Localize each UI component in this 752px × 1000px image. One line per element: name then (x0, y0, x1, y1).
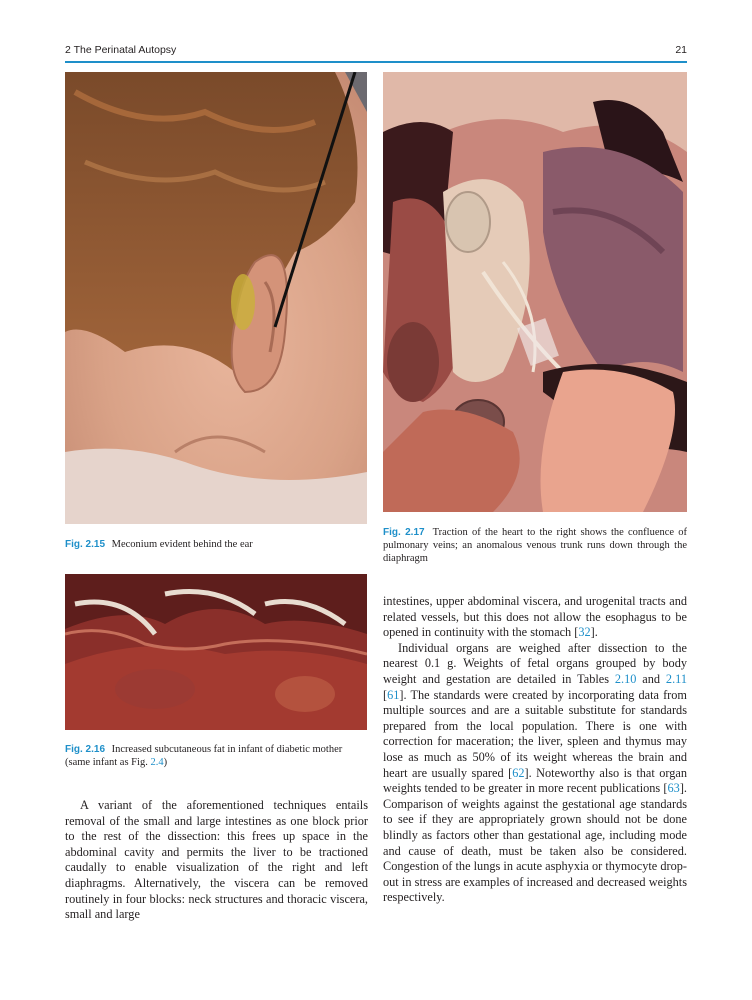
citation-link[interactable]: 32 (578, 625, 591, 640)
figure-reference-link[interactable]: 2.4 (150, 757, 164, 768)
figure-2-16-caption (65, 743, 367, 769)
paragraph: A variant of the aforementioned techniques entails removal of the small and large intestines as one block prior to the rest of the dissection: this frees up space in the abdominal cavity and permits the liver to be tractioned caudally to enable visualization of the right and left diaphragms. Alternatively, the viscera can be removed routinely in four blocks: neck structures and thoracic viscera, small and large (65, 798, 368, 922)
right-column-text (383, 594, 687, 906)
text-run: Individual organs are weighed after dissection to the nearest 0.1 g. Weights of fetal organs grouped by body weight and gestation are detailed in Tables (383, 640, 687, 686)
header-rule (65, 61, 687, 63)
citation-link[interactable]: 61 (387, 687, 400, 702)
caption-text: Meconium evident behind the ear (111, 539, 253, 550)
caption-text-end: ) (163, 757, 168, 768)
figure-2-17-photo (383, 72, 687, 512)
figure-label: Fig. 2.16 (65, 744, 106, 755)
citation-link[interactable]: 62 (512, 765, 525, 780)
text-run: ]. (590, 625, 598, 640)
page-number: 21 (675, 44, 687, 56)
paragraph (383, 594, 687, 641)
running-head-title: 2 The Perinatal Autopsy (65, 44, 177, 56)
figure-2-17-caption (383, 526, 687, 565)
paragraph (383, 641, 687, 906)
table-reference-link[interactable]: 2.10 (614, 671, 637, 686)
caption-text: Increased subcutaneous fat in infant of diabetic mother (same infant as Fig. (65, 744, 343, 768)
table-reference-link[interactable]: 2.11 (665, 671, 687, 686)
citation-link[interactable]: 63 (667, 781, 680, 796)
figure-2-16-photo (65, 574, 367, 730)
figure-label: Fig. 2.15 (65, 539, 106, 550)
figure-label: Fig. 2.17 (383, 527, 425, 538)
text-run: and (636, 671, 666, 686)
caption-text: Traction of the heart to the right shows the confluence of pulmonary veins; an anomalous venous trunk runs down through the diaphragm (383, 527, 688, 564)
text-run: [ (383, 687, 388, 702)
left-column-text (65, 798, 368, 923)
running-header (65, 44, 687, 60)
figure-2-15-caption (65, 538, 367, 551)
text-run: ]. The standards were created by incorporating data from multiple sources and are a suitable substitute for standards prepared from the local population. There is one with correction for maceration; the liver, spleen and thymus may lose as much as 50% of its weight whereas the brain and heart are usually spared [ (383, 687, 687, 780)
text-run: intestines, upper abdominal viscera, and urogenital tracts and related vessels, but this does not allow the esophagus to be opened in continuity with the stomach [ (383, 594, 687, 640)
text-run: ]. Noteworthy also is that organ weights tended to be greater in more recent publications [ (383, 765, 688, 796)
figure-2-15-photo (65, 72, 367, 524)
text-run: ]. Comparison of weights against the gestational age standards to see if they are appropriately grown should not be done blindly as factors other than gestational age, including mode and cause of death, must be taken also be considered. Congestion of the lungs in acute asphyxia or thymocyte drop-out in stress are examples of increased and decreased weights respectively. (383, 781, 687, 905)
